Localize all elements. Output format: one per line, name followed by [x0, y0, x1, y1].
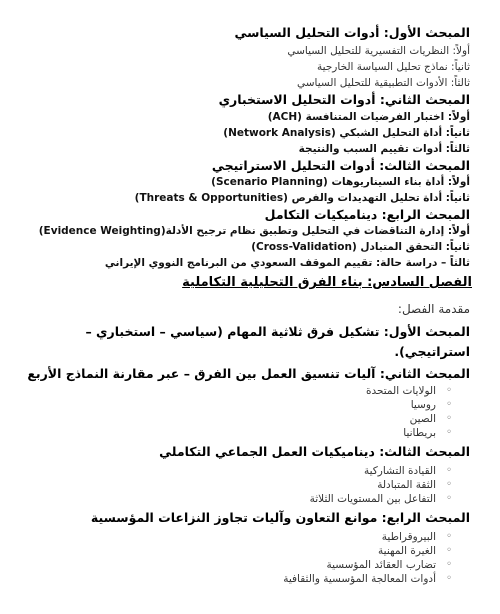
bullet-item: ◦ بريطانيا — [403, 428, 436, 439]
chapter-title: الفصل السادس: بناء الفرق التحليلية التكاملية — [182, 275, 472, 290]
section-heading: المبحث الثالث: أدوات التحليل الاستراتيجي — [211, 158, 470, 173]
bullet-item: ◦ الغيرة المهنية — [378, 546, 436, 557]
bullet-item: ◦ روسيا — [411, 400, 436, 411]
subsection-item: أولاً: أداة بناء السيناريوهات (Scenario Planning) — [211, 176, 470, 188]
section-heading-continued: استراتيجي). — [394, 344, 470, 359]
subsection-item: ثانياً: أداة التحليل الشبكي (Network Analysis) — [223, 127, 470, 139]
section-heading: المبحث الثاني: أدوات التحليل الاستخباري — [218, 92, 470, 107]
subsection-item: ثانياً: أداة تحليل التهديدات والفرص (Threats & Opportunities) — [134, 192, 470, 204]
subsection-item: ثالثاً: أدوات تقييم السبب والنتيجة — [298, 143, 470, 155]
section-heading: المبحث الأول: تشكيل فرق ثلاثية المهام (سياسي – استخباري – — [85, 324, 470, 339]
section-heading: المبحث الأول: أدوات التحليل السياسي — [234, 25, 470, 40]
section-heading: المبحث الرابع: موانع التعاون وآليات تجاوز النزاعات المؤسسية — [90, 510, 470, 525]
bullet-item: ◦ الولايات المتحدة — [366, 386, 436, 397]
section-heading: المبحث الثاني: آليات تنسيق العمل بين الفرق – عبر مقارنة النماذج الأربع — [27, 366, 470, 381]
section-heading: المبحث الثالث: ديناميكيات العمل الجماعي التكاملي — [159, 444, 470, 459]
subsection-item: أولاً: إدارة التناقضات في التحليل وتطبيق نظام ترجيح الأدلة(Evidence Weighting) — [38, 225, 470, 237]
subsection-item: ثانياً: التحقق المتبادل (Cross-Validation) — [251, 241, 470, 253]
bullet-item: ◦ أدوات المعالجة المؤسسية والثقافية — [283, 574, 436, 585]
section-heading: المبحث الرابع: ديناميكيات التكامل — [264, 207, 470, 222]
chapter-intro: مقدمة الفصل: — [397, 302, 470, 316]
bullet-item: ◦ التفاعل بين المستويات الثلاثة — [310, 494, 436, 505]
subsection-item: ثانياً: نماذج تحليل السياسة الخارجية — [317, 61, 470, 73]
bullet-item: ◦ القيادة التشاركية — [364, 466, 436, 477]
bullet-item: ◦ البيروقراطية — [382, 532, 436, 543]
bullet-item: ◦ الصين — [410, 414, 436, 425]
subsection-item: ثالثاً – دراسة حالة: تقييم الموقف السعودي من البرنامج النووي الإيراني — [104, 257, 470, 269]
subsection-item: أولاً: النظريات التفسيرية للتحليل السياسي — [287, 45, 470, 57]
bullet-item: ◦ الثقة المتبادلة — [377, 480, 436, 491]
subsection-item: أولاً: اختبار الفرضيات المتنافسة (ACH) — [267, 111, 470, 123]
subsection-item: ثالثاً: الأدوات التطبيقية للتحليل السياسي — [297, 77, 470, 89]
bullet-item: ◦ تضارب العقائد المؤسسية — [326, 560, 436, 571]
